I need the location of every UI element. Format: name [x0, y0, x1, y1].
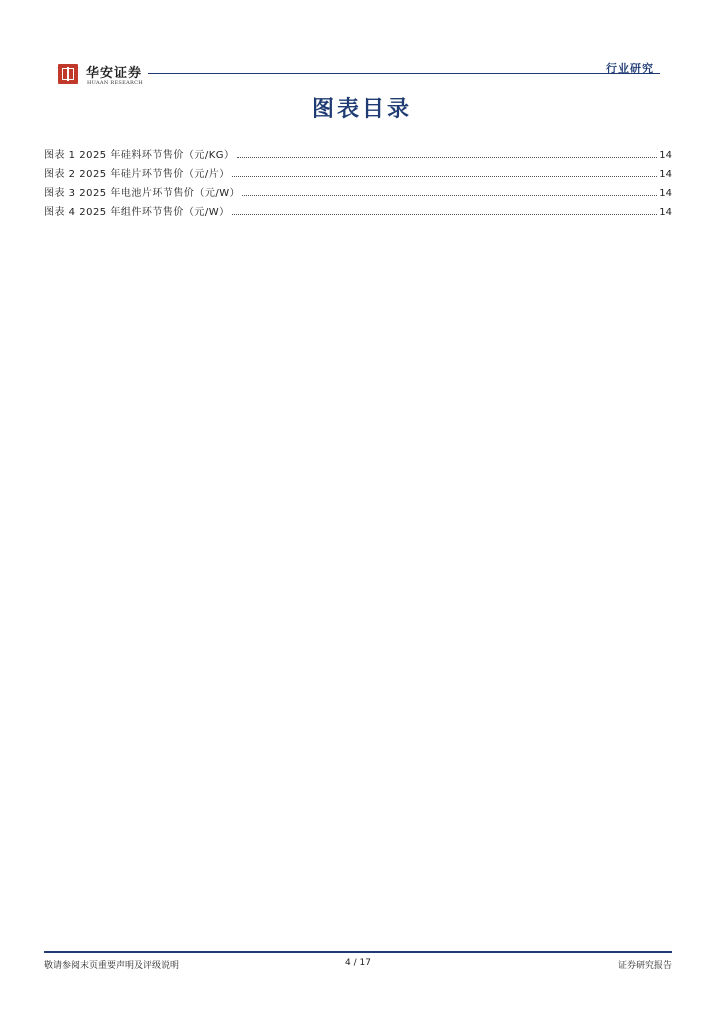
section-tag: 行业研究	[606, 62, 654, 75]
footer-divider	[44, 951, 672, 953]
toc-entry-label[interactable]: 图表 4 2025 年组件环节售价（元/W）	[44, 207, 230, 218]
page-footer	[44, 958, 672, 972]
toc-leader-dots	[237, 149, 658, 158]
brand-name-en: HUAAN RESEARCH	[87, 80, 143, 86]
toc-entry-page[interactable]: 14	[659, 188, 672, 199]
toc-entry-label[interactable]: 图表 2 2025 年硅片环节售价（元/片）	[44, 169, 230, 180]
huaan-logo-icon	[58, 64, 78, 84]
toc-entry-page[interactable]: 14	[659, 150, 672, 161]
toc-entry-label[interactable]: 图表 3 2025 年电池片环节售价（元/W）	[44, 188, 241, 199]
toc-entry[interactable]	[44, 203, 672, 222]
toc-entry[interactable]	[44, 146, 672, 165]
footer-disclaimer: 敬请参阅末页重要声明及评级说明	[44, 961, 180, 971]
toc-entry-page[interactable]: 14	[659, 169, 672, 180]
toc-leader-dots	[232, 206, 658, 215]
header-divider	[148, 73, 660, 74]
page-header	[58, 60, 660, 90]
page-number: 4 / 17	[345, 958, 371, 968]
toc-entry[interactable]	[44, 165, 672, 184]
toc-entry-page[interactable]: 14	[659, 207, 672, 218]
toc-entry-label[interactable]: 图表 1 2025 年硅料环节售价（元/KG）	[44, 150, 235, 161]
report-type: 证券研究报告	[617, 961, 672, 971]
brand-name-cn: 华安证券	[86, 66, 143, 81]
page-title: 图表目录	[311, 97, 412, 122]
toc-entry[interactable]	[44, 184, 672, 203]
toc-leader-dots	[242, 187, 657, 196]
figure-toc	[44, 146, 672, 222]
toc-leader-dots	[232, 168, 658, 177]
